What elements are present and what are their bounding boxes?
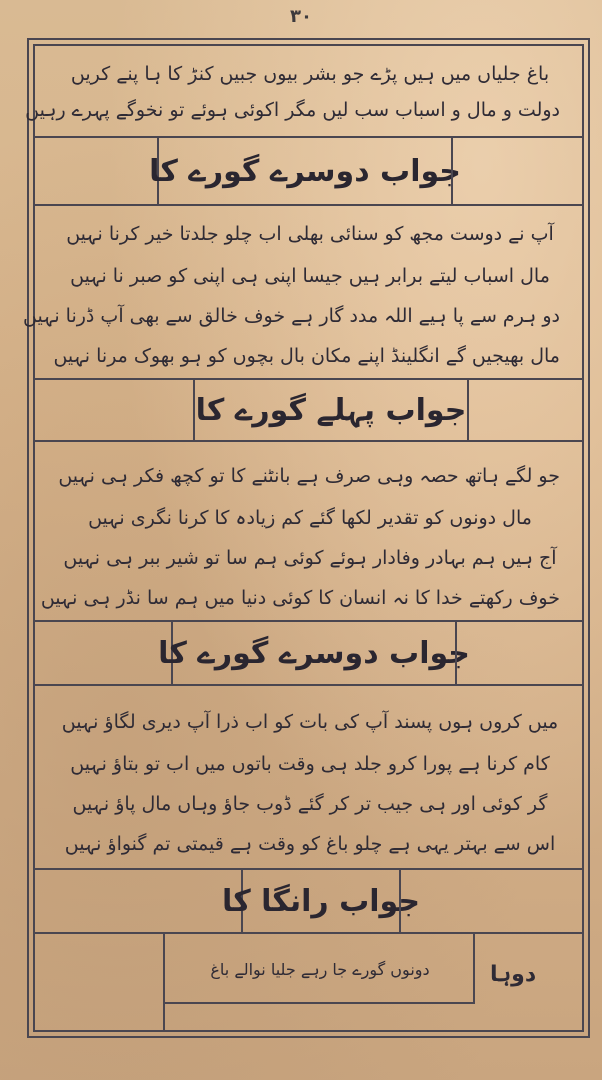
verse-line: مال بھیجیں گے انگلینڈ اپنے مکان بال بچوں کو ہو بھوک مرنا نہیں	[53, 345, 560, 367]
heading-title: جواب رانگا کا	[222, 883, 420, 919]
doha-left-box	[33, 932, 165, 1032]
heading-side-box	[455, 620, 584, 686]
doha-label: دوہا	[490, 962, 537, 987]
verse-line: مال دونوں کو تقدیر لکھا گئے کم زیادہ کا کرنا نگری نہیں	[88, 507, 532, 529]
heading-box	[149, 136, 461, 206]
heading-side-box	[33, 136, 159, 206]
verse-line: خوف رکھتے خدا کا نہ انسان کا کوئی دنیا میں ہم سا نڈر ہی نہیں	[40, 587, 560, 609]
heading-title: جواب دوسرے گورے کا	[149, 153, 461, 189]
verse-line: باغ جلیاں میں ہیں پڑے جو بشر بیوں جبیں کنڑ کا ہا پنے کریں	[70, 63, 550, 85]
verse-line: مال اسباب لیتے برابر ہیں جیسا اپنی ہی اپنی کو صبر نا نہیں	[70, 265, 550, 287]
heading-box	[158, 620, 470, 686]
heading-side-box	[467, 378, 584, 442]
doha-verse: دونوں گورے جا رہے جلیا نوالے باغ	[210, 960, 430, 979]
verse-line: اس سے بہتر یہی ہے چلو باغ کو وقت ہے قیمتی تم گنواؤ نہیں	[64, 833, 556, 855]
verse-line: دولت و مال و اسباب سب لیں مگر اکوئی ہوئے تو نخوگے پہرے رہیں	[25, 99, 560, 121]
page-number: ۳۰	[290, 6, 312, 27]
heading-title: جواب پہلے گورے کا	[195, 392, 467, 428]
heading-box	[222, 868, 420, 934]
heading-box	[193, 378, 469, 442]
heading-title: جواب دوسرے گورے کا	[158, 635, 470, 671]
verse-line: آج ہیں ہم بہادر وفادار ہوئے کوئی ہم سا تو شیر ببر ہی نہیں	[63, 547, 557, 569]
verse-line: کام کرنا ہے پورا کرو جلد ہی وقت باتوں میں اب تو بتاؤ نہیں	[70, 753, 550, 775]
heading-side-box	[33, 868, 243, 934]
heading-side-box	[451, 136, 584, 206]
heading-side-box	[33, 620, 173, 686]
verse-line: میں کروں ہوں پسند آپ کی بات کو اب ذرا آپ دیری لگاؤ نہیں	[61, 711, 559, 733]
verse-line: گر کوئی اور ہی جیب تر کر گئے ڈوب جاؤ وہاں مال پاؤ نہیں	[72, 793, 548, 815]
verse-line: دو ہرم سے پا ہیے اللہ مدد گار ہے خوف خالق سے بھی آپ ڈرنا نہیں	[23, 305, 560, 327]
heading-side-box	[399, 868, 584, 934]
verse-line: آپ نے دوست مجھ کو سنائی بھلی اب چلو جلدتا خیر کرنا نہیں	[66, 223, 554, 245]
verse-line: جو لگے ہاتھ حصہ وہی صرف ہے بانٹنے کا تو کچھ فکر ہی نہیں	[58, 465, 560, 487]
heading-side-box	[33, 378, 195, 442]
